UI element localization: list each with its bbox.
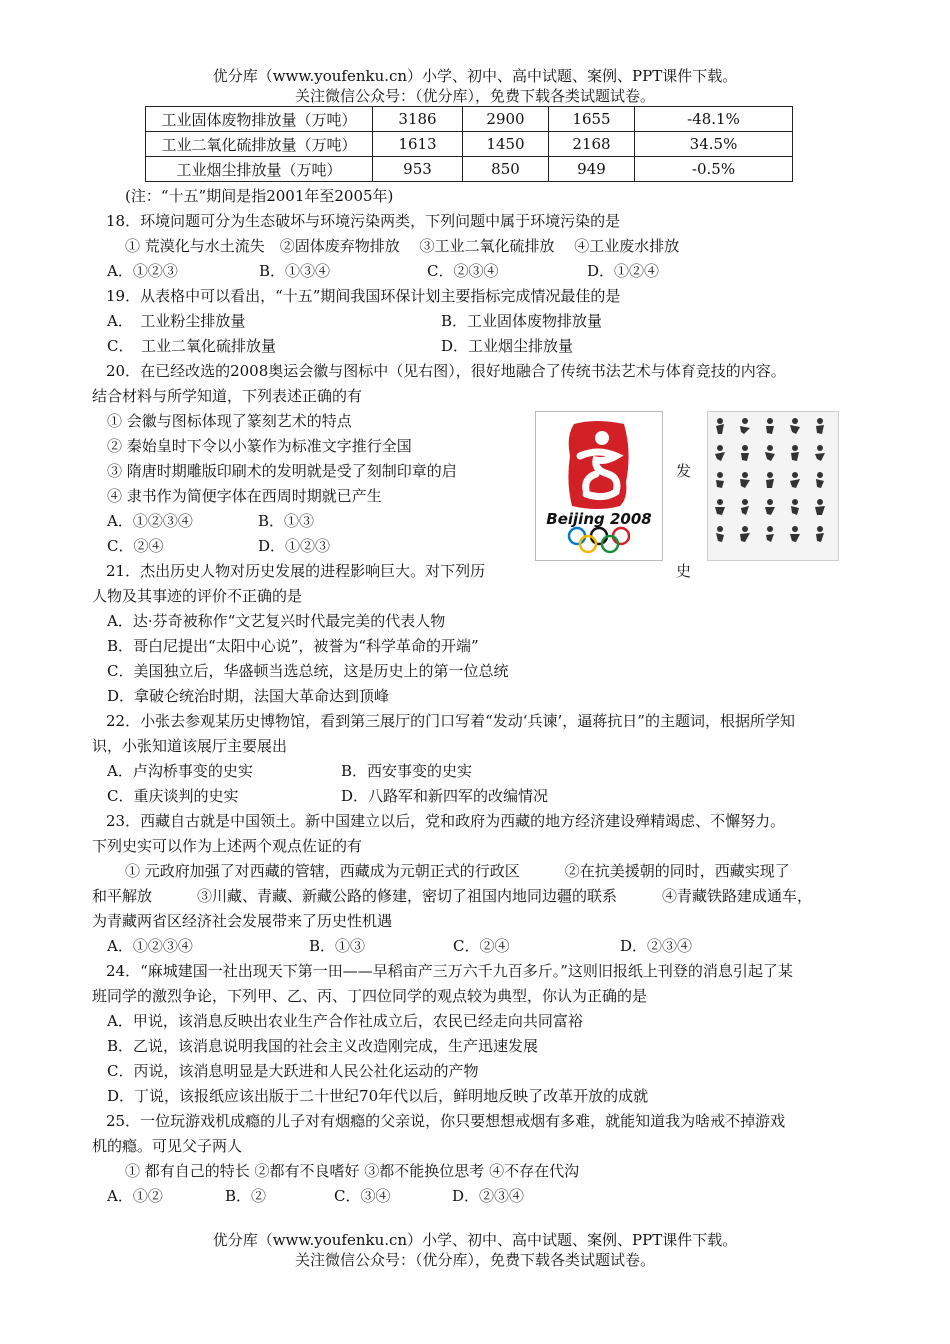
q24-option-b: B．乙说，该消息说明我国的社会主义改造刚完成，生产迅速发展 — [107, 1037, 539, 1055]
emission-table — [145, 106, 793, 182]
q24-stem-2: 班同学的激烈争论，下列甲、乙、丙、丁四位同学的观点较为典型，你认为正确的是 — [92, 987, 648, 1005]
q19-option-c: C． 工业二氧化硫排放量 — [107, 337, 276, 355]
table-note: (注：“十五”期间是指2001年至2005年) — [125, 187, 394, 205]
q24-option-c: C．丙说，该消息明显是大跃进和人民公社化运动的产物 — [107, 1062, 479, 1080]
q22-option-b: B．西安事变的史实 — [341, 762, 473, 780]
table-cell: 1655 — [549, 107, 635, 132]
table-row — [146, 107, 793, 132]
q22-option-a: A．卢沟桥事变的史实 — [107, 762, 253, 780]
header-line-1: 优分库（www.youfenku.cn）小学、初中、高中试题、案例、PPT课件下载。 — [212, 67, 738, 85]
table-row — [146, 157, 793, 182]
table-cell: 2168 — [549, 132, 635, 157]
q20-option-a: A．①②③④ — [107, 512, 193, 530]
table-cell: 1450 — [463, 132, 549, 157]
q25-option-a: A．①② — [107, 1187, 163, 1205]
table-cell: 工业二氧化硫排放量（万吨） — [146, 132, 373, 157]
q23-stem-2: 下列史实可以作为上述两个观点佐证的有 — [92, 837, 363, 855]
q20-item-3: ③ 隋唐时期雕版印刷术的发明就是受了刻制印章的启 — [107, 462, 457, 480]
q23-items-2: 和平解放 ③川藏、青藏、新藏公路的修建，密切了祖国内地同边疆的联系 ④青藏铁路建成通车， — [92, 887, 813, 905]
q18-option-d: D．①②④ — [587, 262, 660, 280]
q20-stem-2: 结合材料与所学知道，下列表述正确的有 — [92, 387, 363, 405]
q25-option-d: D．②③④ — [452, 1187, 525, 1205]
q25-stem-1: 25．一位玩游戏机成瘾的儿子对有烟瘾的父亲说，你只要想想戒烟有多难，就能知道我为啥戒不掉游戏 — [106, 1112, 786, 1130]
q21-option-d: D．拿破仑统治时期，法国大革命达到顶峰 — [107, 687, 390, 705]
q20-item-2: ② 秦始皇时下令以小篆作为标准文字推行全国 — [107, 437, 412, 455]
q20-option-c: C．②④ — [107, 537, 164, 555]
q19-option-d: D．工业烟尘排放量 — [441, 337, 574, 355]
emblem-text: Beijing 2008 — [546, 510, 652, 528]
q22-stem-2: 识，小张知道该展厅主要展出 — [92, 737, 288, 755]
q25-stem-2: 机的瘾。可见父子两人 — [92, 1137, 243, 1155]
q20-option-d: D．①②③ — [258, 537, 331, 555]
q22-stem-1: 22．小张去参观某历史博物馆，看到第三展厅的门口写着“发动‘兵谏’，逼蒋抗日”的主题词，根据所学知 — [106, 712, 795, 730]
q25-items: ① 都有自己的特长 ②都有不良嗜好 ③都不能换位思考 ④不存在代沟 — [125, 1162, 580, 1180]
q22-option-d: D．八路军和新四军的改编情况 — [341, 787, 549, 805]
q22-option-c: C．重庆谈判的史实 — [107, 787, 239, 805]
table-cell: -48.1% — [635, 107, 793, 132]
pictogram-grid-icon — [708, 412, 838, 560]
sports-pictograms-image — [707, 411, 839, 561]
olympic-emblem-image — [535, 411, 663, 561]
q21-option-c: C．美国独立后，华盛顿当选总统，这是历史上的第一位总统 — [107, 662, 509, 680]
table-row — [146, 132, 793, 157]
table-cell: 949 — [549, 157, 635, 182]
q23-option-b: B．①③ — [309, 937, 366, 955]
q21-stem-2: 人物及其事迹的评价不正确的是 — [92, 587, 303, 605]
q23-option-d: D．②③④ — [620, 937, 693, 955]
q25-option-b: B．② — [225, 1187, 267, 1205]
q23-option-c: C．②④ — [453, 937, 510, 955]
q20-item-1: ① 会徽与图标体现了篆刻艺术的特点 — [107, 412, 352, 430]
q24-stem-1: 24．“麻城建国一社出现天下第一田——早稻亩产三万六千九百多斤。”这则旧报纸上刊登的消息引起了某 — [106, 962, 793, 980]
footer-line-2: 关注微信公众号：（优分库），免费下载各类试题试卷。 — [294, 1251, 655, 1269]
table-cell: -0.5% — [635, 157, 793, 182]
table-cell: 34.5% — [635, 132, 793, 157]
q23-stem-1: 23．西藏自古就是中国领土。新中国建立以后，党和政府为西藏的地方经济建设殚精竭虑、不懈努力。 — [106, 812, 786, 830]
q23-option-a: A．①②③④ — [107, 937, 193, 955]
q21-side-char: 史 — [676, 562, 692, 580]
table-cell: 850 — [463, 157, 549, 182]
table-cell: 2900 — [463, 107, 549, 132]
q20-side-char: 发 — [676, 462, 692, 480]
q19-option-a: A． 工业粉尘排放量 — [107, 312, 246, 330]
header-line-2: 关注微信公众号：（优分库），免费下载各类试题试卷。 — [294, 87, 655, 105]
beijing-emblem-icon — [536, 412, 662, 560]
table-cell: 953 — [373, 157, 463, 182]
q20-stem-1: 20．在已经改选的2008奥运会徽与图标中（见右图），很好地融合了传统书法艺术与体育竞技的内容。 — [106, 362, 786, 380]
footer-line-1: 优分库（www.youfenku.cn）小学、初中、高中试题、案例、PPT课件下载。 — [212, 1231, 738, 1249]
table-cell: 工业烟尘排放量（万吨） — [146, 157, 373, 182]
q25-option-c: C．③④ — [334, 1187, 391, 1205]
q20-item-4: ④ 隶书作为简便字体在西周时期就已产生 — [107, 487, 382, 505]
q18-items: ① 荒漠化与水土流失 ②固体废弃物排放 ③工业二氧化硫排放 ④工业废水排放 — [125, 237, 680, 255]
q18-stem: 18．环境问题可分为生态破坏与环境污染两类，下列问题中属于环境污染的是 — [106, 212, 621, 230]
q21-stem-1: 21．杰出历史人物对历史发展的进程影响巨大。对下列历 — [106, 562, 486, 580]
table-cell: 3186 — [373, 107, 463, 132]
table-cell: 工业固体废物排放量（万吨） — [146, 107, 373, 132]
pictogram-row — [716, 418, 824, 434]
q23-items-3: 为青藏两省区经济社会发展带来了历史性机遇 — [92, 912, 393, 930]
q20-option-b: B．①③ — [258, 512, 315, 530]
q21-option-a: A．达·芬奇被称作“文艺复兴时代最完美的代表人物 — [107, 612, 446, 630]
q18-option-b: B．①③④ — [259, 262, 331, 280]
q24-option-d: D．丁说，该报纸应该出版于二十世纪70年代以后，鲜明地反映了改革开放的成就 — [107, 1087, 649, 1105]
q23-items-1: ① 元政府加强了对西藏的管辖，西藏成为元朝正式的行政区 ②在抗美援朝的同时，西藏实现了 — [125, 862, 790, 880]
q19-option-b: B．工业固体废物排放量 — [441, 312, 603, 330]
table-cell: 1613 — [373, 132, 463, 157]
q24-option-a: A．甲说，该消息反映出农业生产合作社成立后，农民已经走向共同富裕 — [107, 1012, 583, 1030]
q18-option-a: A．①②③ — [107, 262, 178, 280]
q19-stem: 19．从表格中可以看出，“十五”期间我国环保计划主要指标完成情况最佳的是 — [106, 287, 621, 305]
q21-option-b: B．哥白尼提出“太阳中心说”，被誉为“科学革命的开端” — [107, 637, 479, 655]
q18-option-c: C．②③④ — [427, 262, 499, 280]
